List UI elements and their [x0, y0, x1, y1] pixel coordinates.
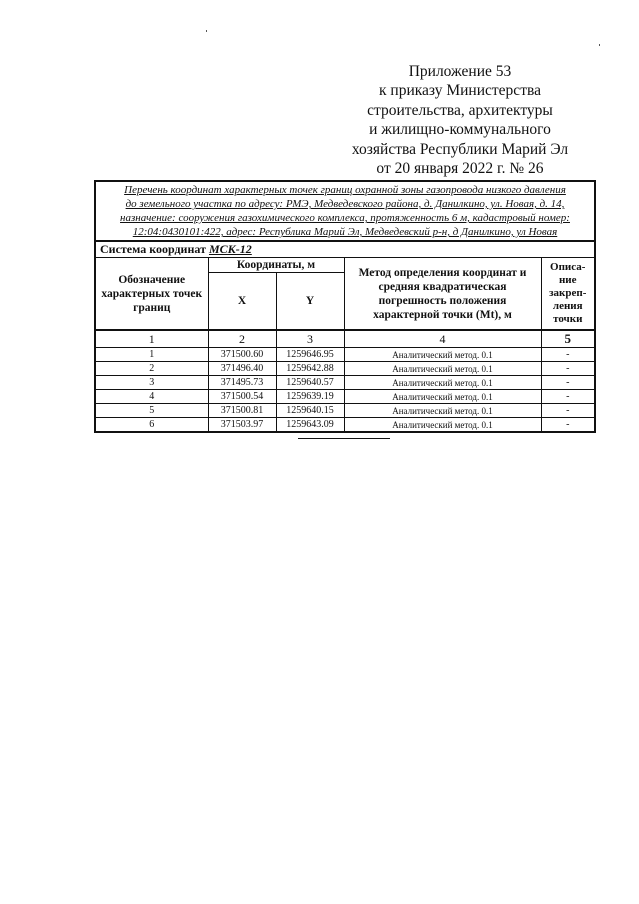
end-of-document-line [298, 438, 390, 439]
header-line: Обозначение [118, 273, 186, 286]
header-description [541, 258, 595, 331]
header-designation [95, 258, 208, 331]
cell-point: 6 [95, 418, 208, 433]
column-number: 4 [344, 330, 541, 348]
cell-point: 4 [95, 390, 208, 404]
appendix-line: от 20 января 2022 г. № 26 [376, 160, 544, 178]
coordinates-table [94, 180, 596, 433]
header-line: точки [553, 313, 583, 325]
cell-x: 371500.60 [208, 348, 276, 362]
cell-desc: - [541, 362, 595, 376]
cell-y: 1259642.88 [276, 362, 344, 376]
cell-y: 1259640.15 [276, 404, 344, 418]
header-y: Y [276, 273, 344, 331]
cell-y: 1259639.19 [276, 390, 344, 404]
header-line: характерной точки (Mt), м [373, 308, 512, 321]
cell-x: 371503.97 [208, 418, 276, 433]
cell-y: 1259643.09 [276, 418, 344, 433]
header-line: границ [133, 301, 171, 314]
cell-point: 1 [95, 348, 208, 362]
scan-speck [599, 44, 600, 46]
cell-point: 2 [95, 362, 208, 376]
table-row [95, 376, 595, 390]
appendix-header [340, 62, 580, 178]
cell-point: 3 [95, 376, 208, 390]
caption-line: назначение: сооружения газохимического комплекса, протяженность 6 м, кадастровый номер: [120, 212, 570, 224]
cell-method: Аналитический метод. 0.1 [344, 348, 541, 362]
cell-desc: - [541, 404, 595, 418]
cell-method: Аналитический метод. 0.1 [344, 418, 541, 433]
cell-method: Аналитический метод. 0.1 [344, 404, 541, 418]
header-line: средняя квадратическая [378, 280, 507, 293]
table-row [95, 404, 595, 418]
cell-desc: - [541, 390, 595, 404]
cell-method: Аналитический метод. 0.1 [344, 362, 541, 376]
cell-x: 371495.73 [208, 376, 276, 390]
table-caption [95, 181, 595, 241]
caption-line: до земельного участка по адресу: РМЭ, Медведевского района, д. Данилкино, ул. Новая, д. 14, [125, 198, 565, 210]
header-line: Метод определения координат и [358, 266, 527, 279]
header-line: характерных точек [101, 287, 203, 300]
column-number: 5 [541, 330, 595, 348]
scan-speck [206, 30, 207, 32]
cell-x: 371500.81 [208, 404, 276, 418]
cell-desc: - [541, 348, 595, 362]
cell-x: 371500.54 [208, 390, 276, 404]
cell-method: Аналитический метод. 0.1 [344, 376, 541, 390]
column-number: 1 [95, 330, 208, 348]
coordinate-system-code: МСК-12 [208, 242, 252, 256]
coordinate-system-label: Система координат [100, 242, 206, 256]
appendix-line: хозяйства Республики Марий Эл [351, 140, 569, 158]
cell-y: 1259640.57 [276, 376, 344, 390]
appendix-line: к приказу Министерства [379, 82, 541, 100]
caption-line: 12:04:0430101:422, адрес: Республика Марий Эл, Медведевский р-н, д Данилкино, ул Новая [132, 226, 558, 238]
table-row [95, 418, 595, 433]
column-number: 3 [276, 330, 344, 348]
header-x: X [208, 273, 276, 331]
column-number: 2 [208, 330, 276, 348]
table-row [95, 348, 595, 362]
cell-x: 371496.40 [208, 362, 276, 376]
header-method [344, 258, 541, 331]
table-row [95, 390, 595, 404]
coordinate-system [95, 241, 595, 258]
header-line: ления [552, 300, 583, 312]
table-row [95, 362, 595, 376]
cell-desc: - [541, 376, 595, 390]
header-line: ние [558, 274, 577, 286]
header-line: погрешность положения [378, 294, 507, 307]
cell-desc: - [541, 418, 595, 433]
header-line: закреп- [549, 287, 587, 299]
header-line: Описа- [550, 261, 586, 273]
cell-y: 1259646.95 [276, 348, 344, 362]
cell-method: Аналитический метод. 0.1 [344, 390, 541, 404]
cell-point: 5 [95, 404, 208, 418]
appendix-line: Приложение 53 [408, 63, 512, 80]
column-numbers-row [95, 330, 595, 348]
appendix-line: и жилищно-коммунального [369, 121, 551, 139]
appendix-line: строительства, архитектуры [367, 101, 553, 119]
header-coordinates: Координаты, м [208, 258, 344, 273]
caption-line: Перечень координат характерных точек границ охранной зоны газопровода низкого давления [124, 184, 566, 196]
